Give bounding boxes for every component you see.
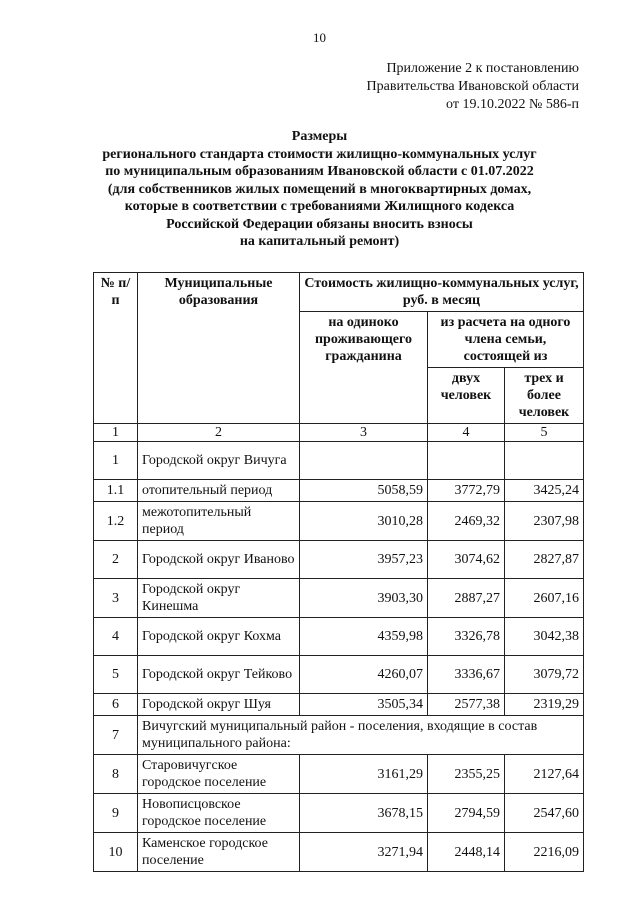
column-index: 3: [300, 424, 428, 442]
row-c5: 3079,72: [505, 656, 584, 694]
document-title: [40, 128, 599, 251]
table-row: [94, 716, 584, 755]
row-num: 4: [94, 618, 138, 656]
row-c3: 3903,30: [300, 579, 428, 618]
table-row: [94, 833, 584, 872]
row-num: 7: [94, 716, 138, 755]
title-line: по муниципальным образованиям Ивановской области с 01.07.2022: [105, 164, 534, 179]
header-single: на одиноко проживающего гражданина: [300, 312, 428, 424]
row-c5: 2607,16: [505, 579, 584, 618]
title-line: регионального стандарта стоимости жилищно-коммунальных услуг: [102, 146, 537, 162]
row-c3: [300, 442, 428, 480]
row-c5: 2547,60: [505, 794, 584, 833]
row-c4: 3074,62: [428, 541, 505, 579]
row-name: Городской округ Тейково: [138, 656, 300, 694]
column-index-row: [94, 424, 584, 442]
column-index: 1: [94, 424, 138, 442]
row-c4: 2355,25: [428, 755, 505, 794]
row-c3: 3678,15: [300, 794, 428, 833]
row-c3: 3161,29: [300, 755, 428, 794]
row-c3: 4260,07: [300, 656, 428, 694]
row-num: 3: [94, 579, 138, 618]
row-name: Городской округ Шуя: [138, 694, 300, 716]
row-c4: 3336,67: [428, 656, 505, 694]
row-name: Городской округ Вичуга: [138, 442, 300, 480]
table-row: [94, 579, 584, 618]
row-c5: 3042,38: [505, 618, 584, 656]
row-c3: 3957,23: [300, 541, 428, 579]
table-row: [94, 755, 584, 794]
row-num: 8: [94, 755, 138, 794]
row-c5: 2827,87: [505, 541, 584, 579]
row-num: 9: [94, 794, 138, 833]
row-c5: 3425,24: [505, 480, 584, 502]
table-row: [94, 794, 584, 833]
column-index: 2: [138, 424, 300, 442]
header-cost: Стоимость жилищно-коммунальных услуг, руб. в месяц: [300, 273, 584, 312]
row-num: 5: [94, 656, 138, 694]
appendix-note: [367, 60, 579, 114]
row-num: 1.2: [94, 502, 138, 541]
row-c4: 2469,32: [428, 502, 505, 541]
row-c5: 2216,09: [505, 833, 584, 872]
row-c5: 2319,29: [505, 694, 584, 716]
title-line: Российской Федерации обязаны вносить взносы: [166, 216, 473, 232]
title-line: на капитальный ремонт): [239, 234, 400, 249]
table-row: [94, 618, 584, 656]
row-name: Городской округ Кохма: [138, 618, 300, 656]
row-c3: 3271,94: [300, 833, 428, 872]
row-c4: 3772,79: [428, 480, 505, 502]
appendix-line: Приложение 2 к постановлению: [386, 61, 579, 76]
table-row: [94, 480, 584, 502]
row-c4: 2794,59: [428, 794, 505, 833]
row-num: 1: [94, 442, 138, 480]
row-num: 10: [94, 833, 138, 872]
header-municipality: Муниципальные образования: [138, 273, 300, 424]
row-c3: 5058,59: [300, 480, 428, 502]
row-name: Новописцовское городское поселение: [138, 794, 300, 833]
row-name: Городской округ Иваново: [138, 541, 300, 579]
row-name: Городской округ Кинешма: [138, 579, 300, 618]
page-number: 10: [313, 30, 326, 45]
table-row: [94, 541, 584, 579]
row-name: межотопительный период: [138, 502, 300, 541]
table-header-row: [94, 273, 584, 312]
row-name: Вичугский муниципальный район - поселения, входящие в состав муниципального района:: [138, 716, 584, 755]
row-c4: 3326,78: [428, 618, 505, 656]
row-c4: 2887,27: [428, 579, 505, 618]
header-two: двух человек: [428, 368, 505, 424]
title-line: (для собственников жилых помещений в многоквартирных домах,: [107, 181, 532, 197]
row-c4: [428, 442, 505, 480]
row-c5: [505, 442, 584, 480]
appendix-line: Правительства Ивановской области: [366, 79, 579, 94]
column-index: 5: [505, 424, 584, 442]
row-c4: 2577,38: [428, 694, 505, 716]
title-line: которые в соответствии с требованиями Жилищного кодекса: [124, 199, 515, 214]
table-row: [94, 442, 584, 480]
table-row: [94, 502, 584, 541]
header-num: № п/п: [94, 273, 138, 424]
row-name: отопительный период: [138, 480, 300, 502]
cost-table: [93, 272, 584, 872]
table-row: [94, 694, 584, 716]
table-row: [94, 656, 584, 694]
row-num: 6: [94, 694, 138, 716]
row-c4: 2448,14: [428, 833, 505, 872]
row-num: 2: [94, 541, 138, 579]
header-three: трех и более человек: [505, 368, 584, 424]
row-c5: 2307,98: [505, 502, 584, 541]
column-index: 4: [428, 424, 505, 442]
title-line: Размеры: [291, 129, 348, 144]
row-c3: 4359,98: [300, 618, 428, 656]
row-c5: 2127,64: [505, 755, 584, 794]
row-c3: 3010,28: [300, 502, 428, 541]
row-num: 1.1: [94, 480, 138, 502]
row-name: Каменское городское поселение: [138, 833, 300, 872]
row-name: Старовичугское городское поселение: [138, 755, 300, 794]
appendix-line: от 19.10.2022 № 586-п: [446, 97, 579, 112]
row-c3: 3505,34: [300, 694, 428, 716]
header-per-member: из расчета на одного члена семьи, состоящей из: [428, 312, 584, 368]
